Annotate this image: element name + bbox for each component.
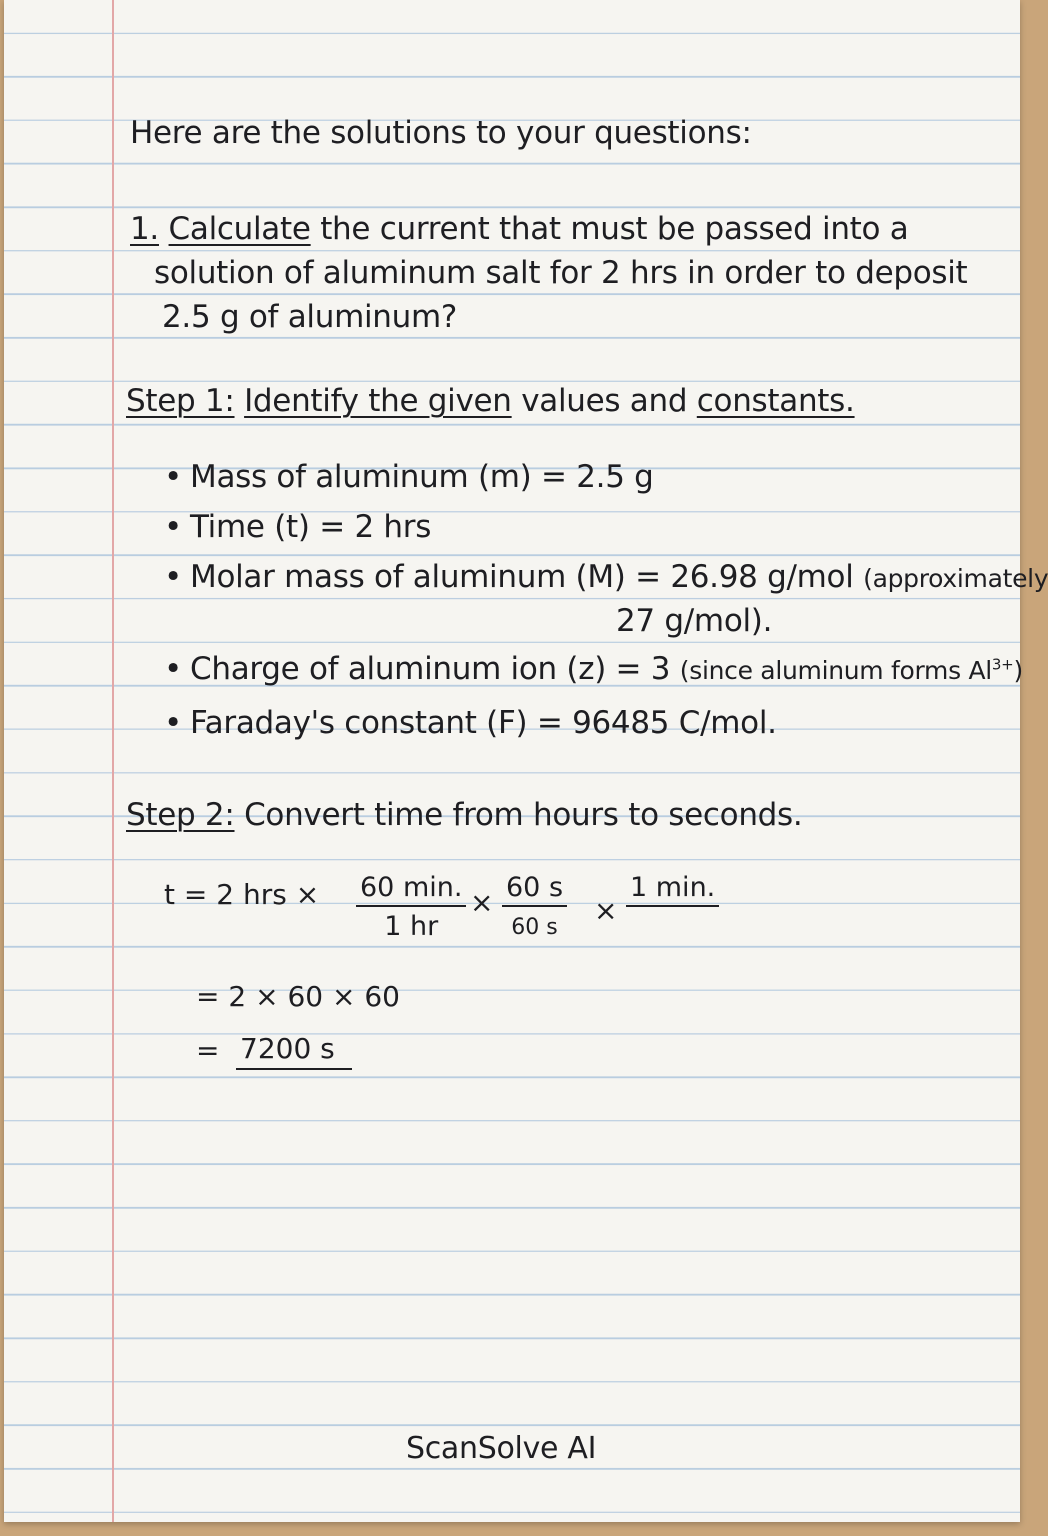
bullet-mass: • Mass of aluminum (m) = 2.5 g bbox=[190, 460, 654, 494]
step2-title: Convert time from hours to seconds. bbox=[244, 797, 803, 833]
fraction-1-denominator: 1 hr bbox=[384, 911, 439, 942]
equation-lhs: t = 2 hrs × bbox=[164, 878, 320, 911]
molar-mass-text: Molar mass of aluminum (M) = 26.98 g/mol bbox=[190, 559, 854, 595]
fraction-2-numerator: 60 s bbox=[502, 872, 567, 907]
intro-text: Here are the solutions to your questions: bbox=[130, 115, 752, 151]
step1-heading bbox=[126, 384, 855, 418]
step1-title-c: constants. bbox=[696, 383, 855, 419]
molar-mass-note-cont: 27 g/mol). bbox=[616, 603, 773, 639]
fraction-1-numerator: 60 min. bbox=[356, 872, 466, 907]
fraction-2-denominator: 60 s bbox=[511, 915, 558, 940]
times-sign-2: × bbox=[594, 894, 618, 927]
times-sign-1: × bbox=[470, 886, 494, 919]
equation-line-2: = 2 × 60 × 60 bbox=[196, 980, 400, 1013]
step2-heading bbox=[126, 798, 802, 832]
step2-label: Step 2: bbox=[126, 797, 235, 833]
equation-line-3-equals: = bbox=[196, 1034, 220, 1067]
result-underline bbox=[236, 1068, 352, 1070]
fraction-per-min bbox=[626, 872, 719, 907]
charge-text: Charge of aluminum ion (z) = 3 bbox=[190, 651, 671, 687]
bullet-time: • Time (t) = 2 hrs bbox=[190, 510, 431, 544]
notebook-page bbox=[4, 0, 1048, 1522]
charge-note: (since aluminum forms $Al^{3+}$) bbox=[679, 655, 1023, 685]
step1-label: Step 1: bbox=[126, 383, 235, 419]
fraction-s-per-s bbox=[502, 872, 567, 940]
step1-title-b: values and bbox=[521, 383, 688, 419]
bullet-faraday: • Faraday's constant (F) = 96485 C/mol. bbox=[190, 706, 777, 740]
fraction-min-per-hr bbox=[356, 872, 466, 942]
footer-brand: ScanSolve AI bbox=[406, 1431, 597, 1466]
question-line-1 bbox=[130, 212, 908, 246]
bullet-charge bbox=[190, 652, 1023, 686]
fraction-3-numerator: 1 min. bbox=[626, 872, 719, 907]
bullet-molar-mass bbox=[190, 560, 1048, 594]
question-keyword: Calculate bbox=[168, 211, 311, 247]
step1-title-a: Identify the given bbox=[244, 383, 512, 419]
question-line-3: 2.5 g of aluminum? bbox=[162, 299, 458, 335]
time-result: 7200 s bbox=[240, 1032, 335, 1065]
molar-mass-note: (approximately bbox=[863, 564, 1048, 593]
question-line-2: solution of aluminum salt for 2 hrs in order to deposit bbox=[154, 255, 968, 291]
question-number: 1. bbox=[130, 211, 159, 247]
question-line-1-rest: the current that must be passed into a bbox=[320, 211, 909, 247]
margin-line bbox=[112, 0, 114, 1522]
